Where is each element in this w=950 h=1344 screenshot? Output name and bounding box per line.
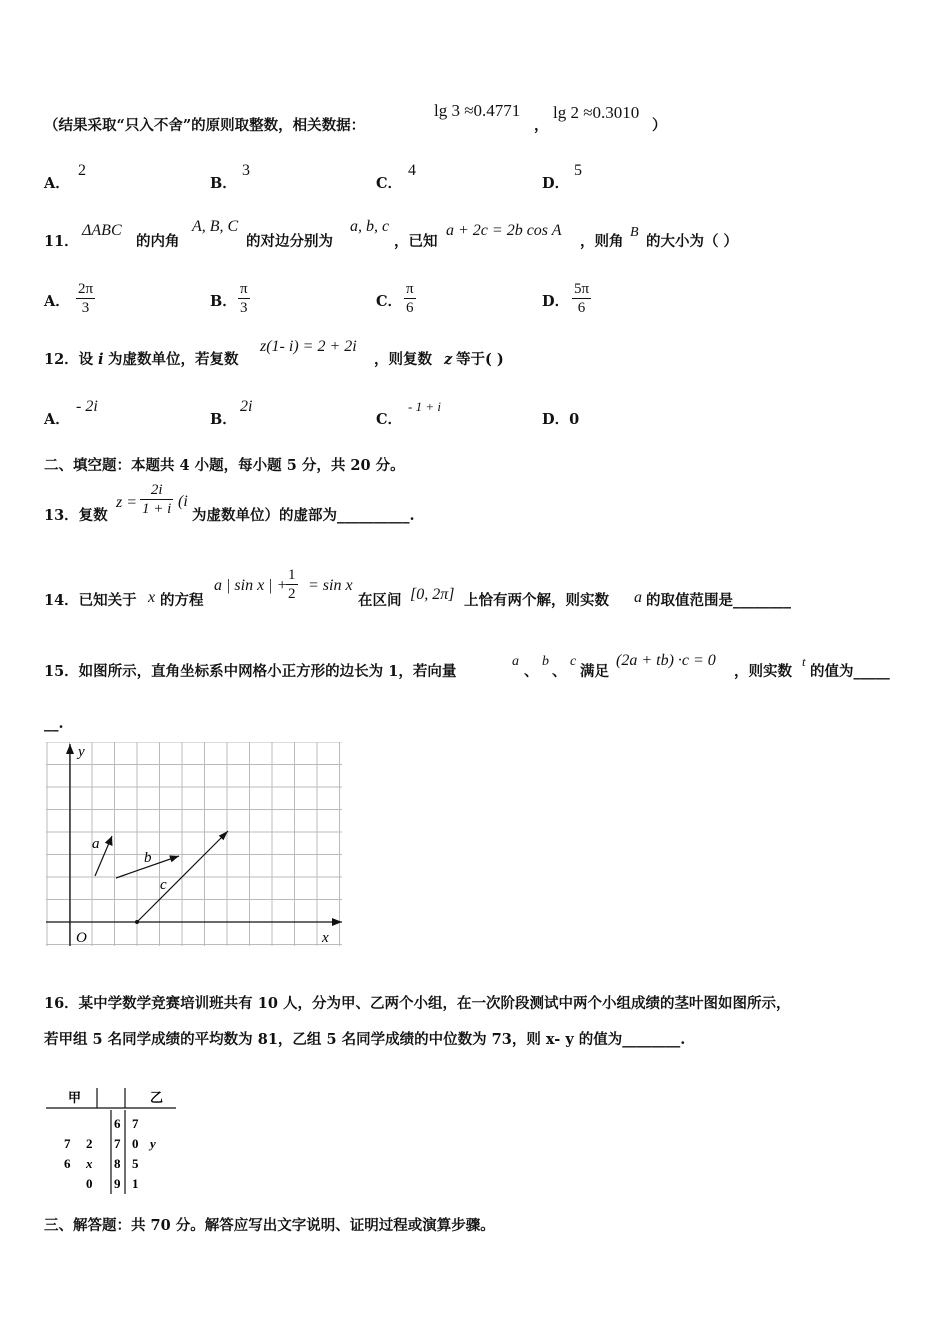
q14-a: a (634, 589, 642, 606)
q11-option-b-fraction (238, 280, 250, 317)
stem-leaf-r4-stem: 9 (114, 1176, 121, 1191)
q12-option-c-label: C． (376, 411, 403, 428)
vector-c-label: c (160, 877, 167, 893)
q11-angles: A, B, C (192, 218, 239, 235)
vector-b-arrow-icon (169, 855, 179, 862)
stem-leaf-r4-right-1: 1 (132, 1176, 139, 1191)
q10-option-a-value: 2 (78, 162, 86, 179)
q13-text: 为虚数单位）的虚部为__________. (192, 507, 415, 524)
q12-i: i (98, 351, 104, 368)
q11-option-c-label: C． (376, 293, 403, 310)
q13-paren-i: (i (178, 493, 188, 510)
q11-option-d-label: D． (542, 293, 570, 310)
grid-lines (46, 742, 342, 946)
q15-t: t (802, 654, 806, 669)
q11-text-2: 的对边分别为 (246, 233, 333, 250)
q10-option-c-value: 4 (408, 162, 416, 179)
q15-continuation: __. (44, 715, 64, 732)
q16-line-1: 16．某中学数学竞赛培训班共有 10 人，分为甲、乙两个小组，在一次阶段测试中两个小组成绩的茎叶图如图所示， (44, 995, 791, 1012)
q14-fraction (286, 566, 298, 603)
q15-number: 15．如图所示，直角坐标系中网格小正方形的边长为 1，若向量 (44, 663, 457, 680)
q13-fraction-den: 1 + i (142, 501, 172, 517)
q12-number: 12．设 (44, 351, 94, 368)
q14-text-3: 上恰有两个解，则实数 (464, 592, 609, 609)
stem-leaf-r3-stem: 8 (114, 1156, 121, 1171)
q12-z: z (444, 351, 453, 368)
q11-text-1: 的内角 (136, 233, 180, 250)
stem-leaf-r2-left-1: 7 (64, 1136, 71, 1151)
y-axis-label: y (78, 744, 85, 760)
q14-text-2: 在区间 (358, 592, 402, 609)
q12-equation: z(1- i) = 2 + 2i (260, 338, 357, 355)
q11-option-b-den: 3 (240, 300, 248, 316)
q11-option-d-num: 5π (574, 281, 590, 297)
q11-angle-b: B (630, 225, 639, 240)
q14-rhs: = sin x (308, 577, 353, 594)
stem-leaf-r2-right-2: y (150, 1136, 156, 1151)
q11-triangle: ΔABC (82, 222, 122, 239)
q11-option-a-label: A． (44, 293, 70, 310)
q15-sep-1: 、 (524, 663, 539, 680)
stem-leaf-r2-right-1: 0 (132, 1136, 139, 1151)
q11-number: 11． (44, 233, 79, 250)
q12-text-3: 等于( ) (456, 351, 504, 368)
q11-option-d-fraction (572, 280, 591, 317)
q11-option-a-den: 3 (81, 300, 90, 316)
q11-option-a-fraction (76, 280, 95, 317)
q12-text-1: 为虚数单位，若复数 (108, 351, 239, 368)
q11-text-3: ，已知 (394, 233, 438, 250)
q11-option-b-num: π (240, 281, 248, 297)
vector-c-origin-dot (135, 920, 139, 924)
q10-option-a-label: A． (44, 175, 70, 192)
q12-option-b-label: B． (210, 411, 237, 428)
q13-z-eq: z = (116, 494, 138, 511)
q15-text-2: ，则实数 (734, 663, 792, 680)
q11-option-d-den: 6 (577, 300, 586, 316)
q11-option-b-label: B． (210, 293, 237, 310)
q15-text-1: 满足 (580, 663, 609, 680)
q14-interval: [0, 2π] (410, 586, 455, 603)
q15-vector-b: b (542, 654, 549, 669)
q10-option-d-value: 5 (574, 162, 582, 179)
section-3-heading: 三、解答题：共 70 分。解答应写出文字说明、证明过程或演算步骤。 (44, 1217, 495, 1234)
q14-number: 14．已知关于 (44, 592, 137, 609)
stem-leaf-r3-left-1: 6 (64, 1156, 71, 1171)
q11-text-4: ，则角 (580, 233, 624, 250)
q10-option-c-label: C． (376, 175, 403, 192)
origin-label: O (76, 930, 87, 946)
stem-leaf-left-head: 甲 (68, 1090, 82, 1105)
q10-note-close: ） (652, 117, 667, 134)
vector-b-label: b (144, 850, 152, 866)
q11-sides: a, b, c (350, 218, 390, 235)
q15-vector-a: a (512, 654, 519, 669)
q14-x: x (148, 589, 156, 606)
q10-comma: ， (534, 117, 549, 134)
q11-text-5: 的大小为（ ） (646, 233, 739, 250)
stem-leaf-r3-left-2: x (86, 1156, 93, 1171)
q12-option-d-label: D．0 (542, 411, 580, 428)
q10-option-d-label: D． (542, 175, 570, 192)
q10-lg3: lg 3 ≈0.4771 (434, 101, 521, 120)
stem-leaf-r2-stem: 7 (114, 1136, 121, 1151)
q15-text-3: 的值为_____ (810, 663, 890, 680)
q10-note-open: （结果采取“只入不舍”的原则取整数，相关数据： (44, 117, 366, 134)
q15-sep-2: 、 (552, 663, 567, 680)
stem-leaf-r3-right-1: 5 (132, 1156, 139, 1171)
q12-option-c-value: - 1 + i (408, 399, 441, 414)
q14-fraction-den: 2 (288, 586, 296, 602)
x-axis-arrow-icon (332, 918, 342, 926)
q12-option-b-value: 2i (240, 398, 253, 415)
q14-lhs: a | sin x | + (214, 577, 288, 594)
stem-leaf-r1-stem: 6 (114, 1116, 121, 1131)
vector-a-label: a (92, 836, 100, 852)
stem-leaf-plot (46, 1086, 186, 1196)
q13-fraction-num: 2i (140, 481, 173, 500)
x-axis-label: x (322, 930, 329, 946)
q11-option-c-num: π (406, 281, 414, 297)
q15-vector-figure (46, 742, 346, 946)
q11-option-c-fraction (404, 280, 416, 317)
q10-option-b-label: B． (210, 175, 237, 192)
stem-leaf-r4-left-2: 0 (86, 1176, 93, 1191)
q12-option-a-label: A． (44, 411, 70, 428)
q12-text-2: ，则复数 (374, 351, 432, 368)
q11-equation: a + 2c = 2b cos A (446, 222, 562, 239)
stem-leaf-right-head: 乙 (150, 1090, 164, 1105)
q10-option-b-value: 3 (242, 162, 250, 179)
stem-leaf-r1-right-1: 7 (132, 1116, 139, 1131)
q15-vector-c: c (570, 654, 577, 669)
q11-option-c-den: 6 (406, 300, 414, 316)
q13-number: 13．复数 (44, 507, 108, 524)
q11-option-a-num: 2π (78, 281, 94, 297)
section-2-heading: 二、填空题：本题共 4 小题，每小题 5 分，共 20 分。 (44, 457, 405, 474)
q13-fraction (140, 481, 173, 518)
y-axis-arrow-icon (66, 744, 74, 754)
q12-option-a-value: - 2i (76, 398, 98, 415)
q16-line-2: 若甲组 5 名同学成绩的平均数为 81，乙组 5 名同学成绩的中位数为 73，则 x- y 的值为________. (44, 1031, 686, 1048)
q14-fraction-num: 1 (288, 567, 296, 583)
q15-equation: (2a + tb) ·c = 0 (616, 652, 716, 669)
q10-lg2: lg 2 ≈0.3010 (553, 103, 640, 122)
q14-text-4: 的取值范围是________ (646, 592, 791, 609)
stem-leaf-r2-left-2: 2 (86, 1136, 93, 1151)
q14-text-1: 的方程 (160, 592, 204, 609)
